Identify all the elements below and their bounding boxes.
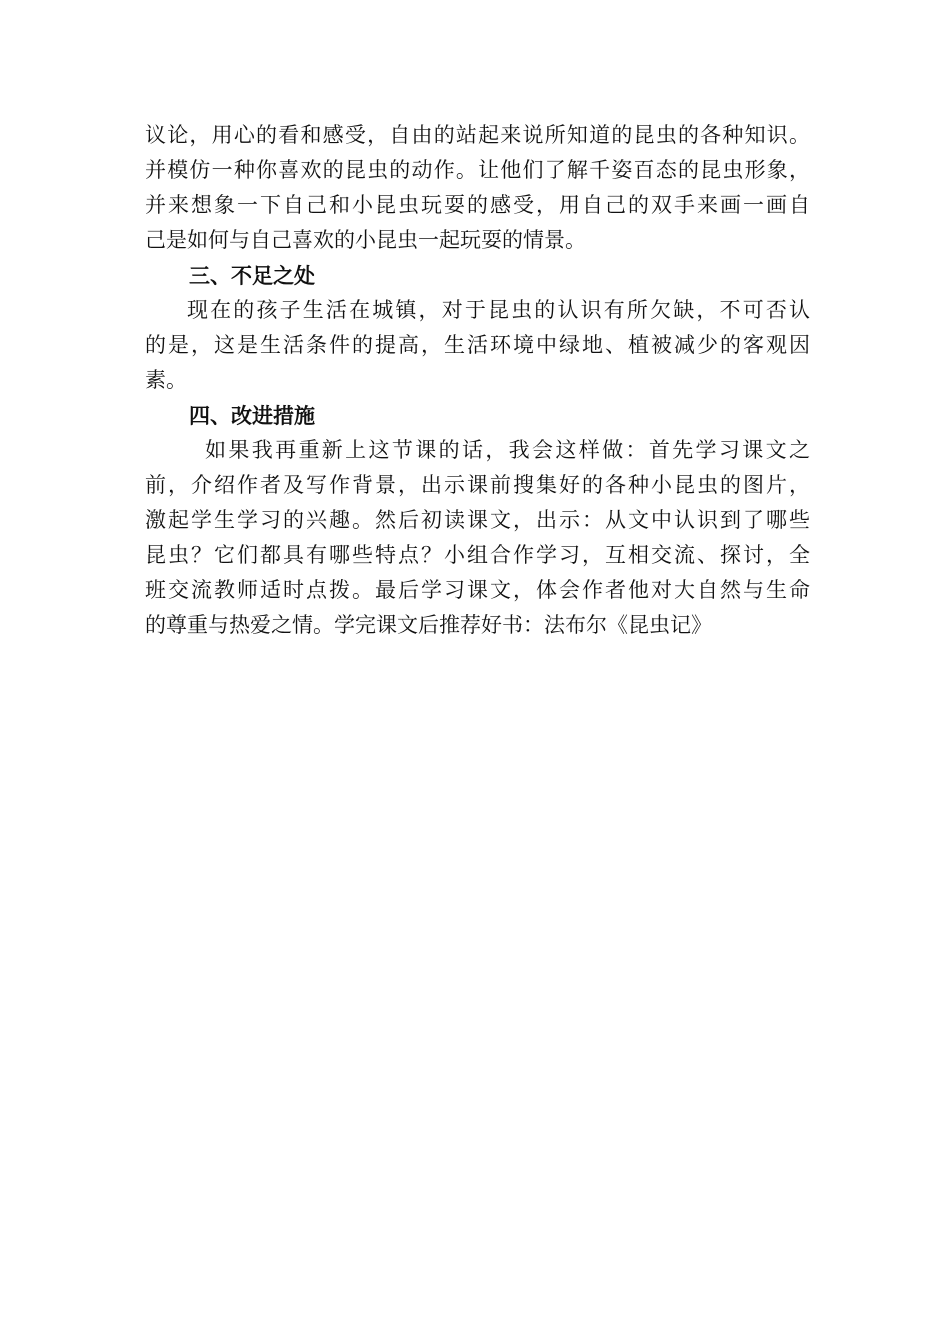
text-line: 激起学生学习的兴趣。然后初读课文，出示：从文中认识到了哪些 xyxy=(145,508,810,532)
text-line: 如果我再重新上这节课的话，我会这样做：首先学习课文之 xyxy=(205,438,810,462)
text-line: 班交流教师适时点拨。最后学习课文，体会作者他对大自然与生命 xyxy=(145,578,810,602)
text-line: 的尊重与热爱之情。学完课文后推荐好书：法布尔《昆虫记》 xyxy=(145,613,712,637)
text-line: 己是如何与自己喜欢的小昆虫一起玩耍的情景。 xyxy=(145,228,586,252)
text-line: 现在的孩子生活在城镇，对于昆虫的认识有所欠缺，不可否认 xyxy=(187,298,810,322)
text-line: 并来想象一下自己和小昆虫玩耍的感受，用自己的双手来画一画自 xyxy=(145,193,810,217)
text-line: 的是，这是生活条件的提高，生活环境中绿地、植被减少的客观因 xyxy=(145,333,810,357)
text-line: 前，介绍作者及写作背景，出示课前搜集好的各种小昆虫的图片， xyxy=(145,473,810,497)
text-line: 并模仿一种你喜欢的昆虫的动作。让他们了解千姿百态的昆虫形象， xyxy=(145,158,810,182)
text-line: 素。 xyxy=(145,368,187,392)
section-heading-improvements: 四、改进措施 xyxy=(189,403,315,428)
paragraph-continued xyxy=(145,118,810,258)
document-body xyxy=(145,118,810,643)
paragraph-improvements xyxy=(145,433,810,643)
text-line: 昆虫？它们都具有哪些特点？小组合作学习，互相交流、探讨，全 xyxy=(145,543,810,567)
section-heading-shortcomings: 三、不足之处 xyxy=(189,263,315,288)
text-line: 议论，用心的看和感受，自由的站起来说所知道的昆虫的各种知识。 xyxy=(145,123,810,147)
paragraph-shortcomings xyxy=(145,293,810,398)
